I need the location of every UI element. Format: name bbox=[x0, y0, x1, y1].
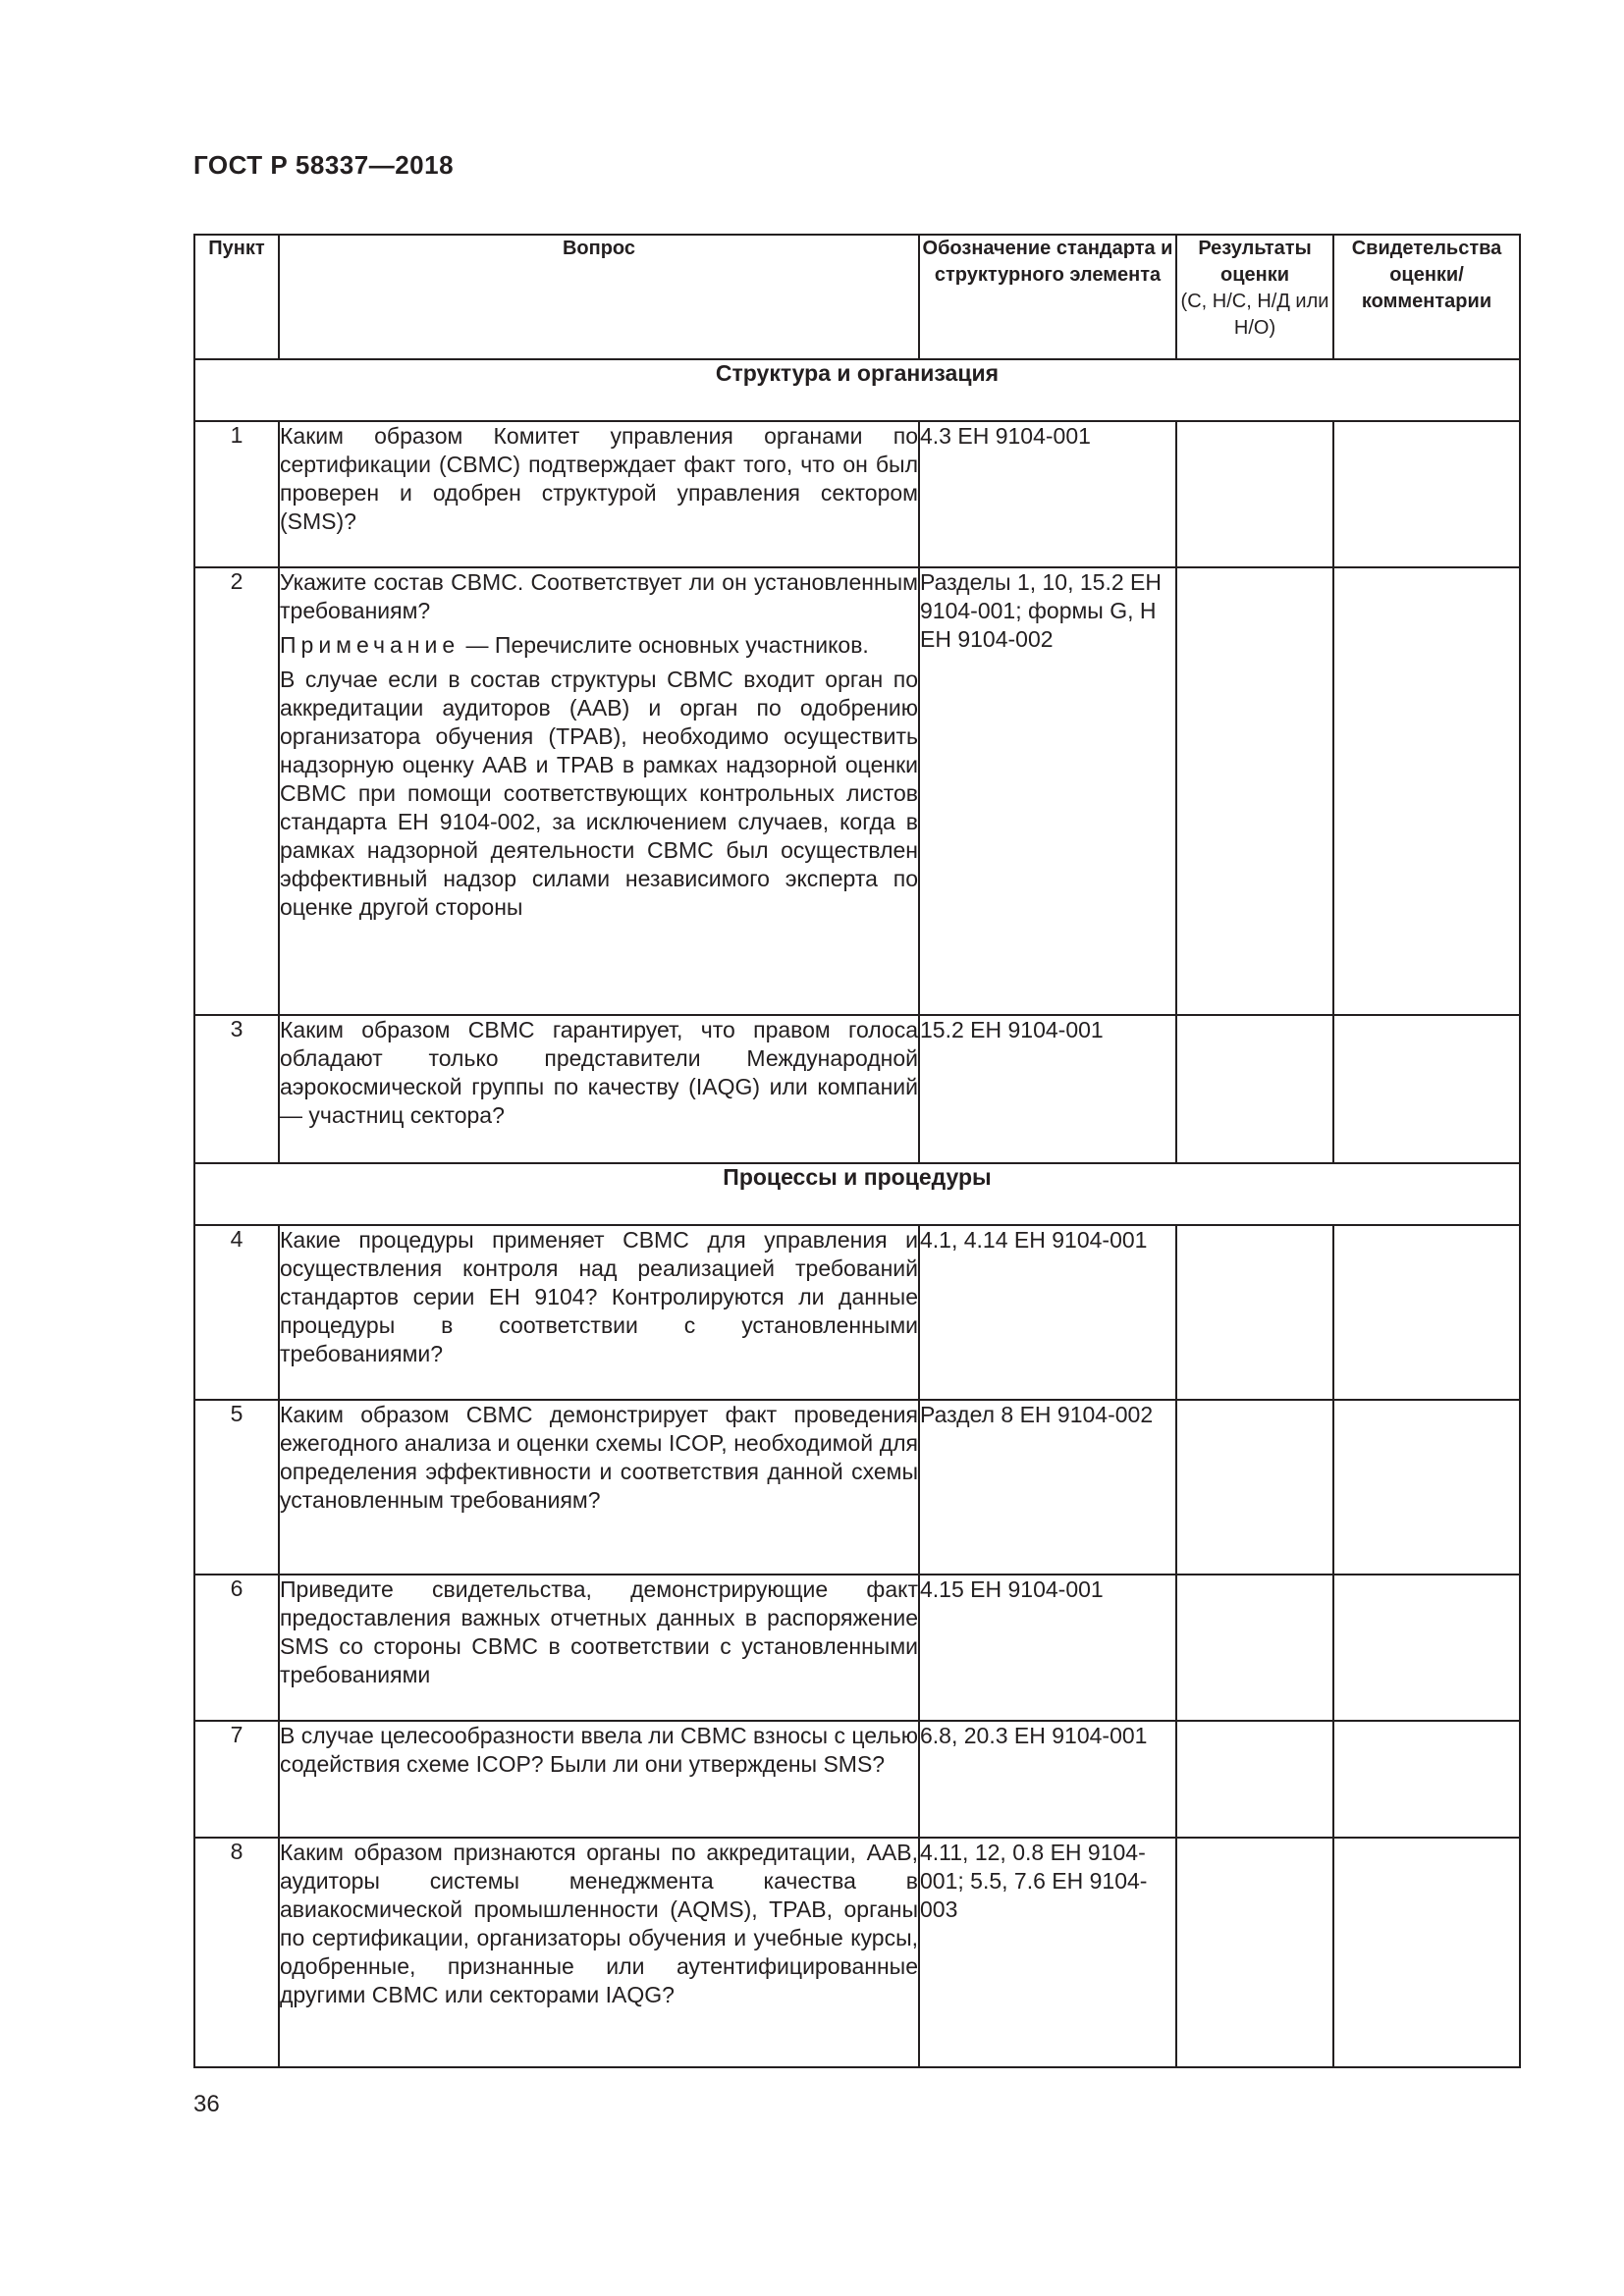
results-header-codes: (С, Н/С, Н/Д или Н/О) bbox=[1180, 291, 1329, 339]
row-evidence-cell[interactable] bbox=[1333, 1400, 1520, 1575]
row-number: 8 bbox=[194, 1838, 279, 2067]
section-title: Структура и организация bbox=[194, 359, 1520, 421]
row-standard: 4.1, 4.14 ЕН 9104-001 bbox=[919, 1225, 1176, 1400]
row-evidence-cell[interactable] bbox=[1333, 1225, 1520, 1400]
table-row bbox=[194, 1838, 1520, 2067]
row-number: 7 bbox=[194, 1721, 279, 1838]
note-text: — Перечислите основных участников. bbox=[460, 632, 869, 658]
question-extra: В случае если в состав структуры СВМС входит орган по аккредитации аудиторов (ААВ) и орган по одобрению организатора обучения (ТРАВ), необходимо осуществить надзорную оценку ААВ и ТРАВ в рамках надзорной оценки СВМС при помощи соответствующих контрольных листов стандарта ЕН 9104-002, за исключением случаев, когда в рамках надзорной деятельности СВМС был осуществлен эффективный надзор силами независимого эксперта по оценке другой стороны bbox=[280, 667, 918, 920]
row-question: Каким образом признаются органы по аккредитации, ААВ, аудиторы системы менеджмента качества в авиакосмической промышленности (AQMS), ТРАВ, органы по сертификации, организаторы обучения и учебные курсы, одобренные, признанные или аутентифицированные другими СВМС или секторами IAQG? bbox=[279, 1838, 919, 2067]
page-number: 36 bbox=[193, 2091, 220, 2117]
row-evidence-cell[interactable] bbox=[1333, 1721, 1520, 1838]
row-result-cell[interactable] bbox=[1176, 1575, 1333, 1721]
row-result-cell[interactable] bbox=[1176, 421, 1333, 567]
row-evidence-cell[interactable] bbox=[1333, 1838, 1520, 2067]
table-row bbox=[194, 1400, 1520, 1575]
table-row bbox=[194, 421, 1520, 567]
row-result-cell[interactable] bbox=[1176, 1838, 1333, 2067]
row-question: Каким образом СВМС гарантирует, что правом голоса обладают только представители Международной аэрокосмической группы по качеству (IAQG) или компаний — участниц сектора? bbox=[279, 1015, 919, 1163]
row-evidence-cell[interactable] bbox=[1333, 1575, 1520, 1721]
row-number: 6 bbox=[194, 1575, 279, 1721]
column-header-question: Вопрос bbox=[279, 235, 919, 359]
table-row bbox=[194, 567, 1520, 1015]
column-header-standard: Обозначение стандарта и структурного элемента bbox=[919, 235, 1176, 359]
row-standard: Раздел 8 ЕН 9104-002 bbox=[919, 1400, 1176, 1575]
row-standard: 4.15 ЕН 9104-001 bbox=[919, 1575, 1176, 1721]
column-header-results bbox=[1176, 235, 1333, 359]
column-header-item: Пункт bbox=[194, 235, 279, 359]
row-result-cell[interactable] bbox=[1176, 1721, 1333, 1838]
section-row bbox=[194, 359, 1520, 421]
row-standard: 6.8, 20.3 ЕН 9104-001 bbox=[919, 1721, 1176, 1838]
row-number: 2 bbox=[194, 567, 279, 1015]
row-number: 5 bbox=[194, 1400, 279, 1575]
row-question: Каким образом СВМС демонстрирует факт проведения ежегодного анализа и оценки схемы ICOP, необходимой для определения эффективности и соответствия данной схемы установленным требованиям? bbox=[279, 1400, 919, 1575]
row-question: Каким образом Комитет управления органами по сертификации (СВМС) подтверждает факт того, что он был проверен и одобрен структурой управления сектором (SMS)? bbox=[279, 421, 919, 567]
note-label: Примечание bbox=[280, 632, 460, 658]
table-row bbox=[194, 1575, 1520, 1721]
table-row bbox=[194, 1225, 1520, 1400]
results-header-label: Результаты оценки bbox=[1198, 238, 1312, 286]
row-standard: 4.3 ЕН 9104-001 bbox=[919, 421, 1176, 567]
row-result-cell[interactable] bbox=[1176, 1400, 1333, 1575]
row-number: 4 bbox=[194, 1225, 279, 1400]
row-standard: 15.2 ЕН 9104-001 bbox=[919, 1015, 1176, 1163]
row-evidence-cell[interactable] bbox=[1333, 567, 1520, 1015]
column-header-evidence: Свидетельства оценки/ комментарии bbox=[1333, 235, 1520, 359]
row-result-cell[interactable] bbox=[1176, 567, 1333, 1015]
row-question: Какие процедуры применяет СВМС для управления и осуществления контроля над реализацией требований стандартов серии ЕН 9104? Контролируются ли данные процедуры в соответствии с установленными требованиями? bbox=[279, 1225, 919, 1400]
row-standard: Разделы 1, 10, 15.2 ЕН 9104-001; формы G, Н ЕН 9104-002 bbox=[919, 567, 1176, 1015]
checklist-table bbox=[193, 234, 1521, 2068]
section-row bbox=[194, 1163, 1520, 1225]
row-standard: 4.11, 12, 0.8 ЕН 9104-001; 5.5, 7.6 ЕН 9104-003 bbox=[919, 1838, 1176, 2067]
row-number: 1 bbox=[194, 421, 279, 567]
section-title: Процессы и процедуры bbox=[194, 1163, 1520, 1225]
row-result-cell[interactable] bbox=[1176, 1225, 1333, 1400]
table-header-row bbox=[194, 235, 1520, 359]
row-evidence-cell[interactable] bbox=[1333, 421, 1520, 567]
document-code: ГОСТ Р 58337—2018 bbox=[193, 150, 455, 180]
row-question: Приведите свидетельства, демонстрирующие факт предоставления важных отчетных данных в распоряжение SMS со стороны СВМС в соответствии с установленными требованиями bbox=[279, 1575, 919, 1721]
table-row bbox=[194, 1721, 1520, 1838]
row-result-cell[interactable] bbox=[1176, 1015, 1333, 1163]
table-row bbox=[194, 1015, 1520, 1163]
row-question: Укажите состав СВМС. Соответствует ли он установленным требованиям? Примечание — Перечислите основных участников. В случае если в состав структуры СВМС входит орган по аккредитации аудиторов (ААВ) и орган по одобрению организатора обучения (ТРАВ), необходимо осуществить надзорную оценку ААВ и ТРАВ в рамках надзорной оценки СВМС при помощи соответствующих контрольных листов стандарта ЕН 9104-002, за исключением случаев, когда в рамках надзорной деятельности СВМС был осуществлен эффективный надзор силами независимого эксперта по оценке другой стороны bbox=[279, 567, 919, 1015]
row-question: В случае целесообразности ввела ли СВМС взносы с целью содействия схеме ICOP? Были ли они утверждены SMS? bbox=[279, 1721, 919, 1838]
row-number: 3 bbox=[194, 1015, 279, 1163]
row-evidence-cell[interactable] bbox=[1333, 1015, 1520, 1163]
